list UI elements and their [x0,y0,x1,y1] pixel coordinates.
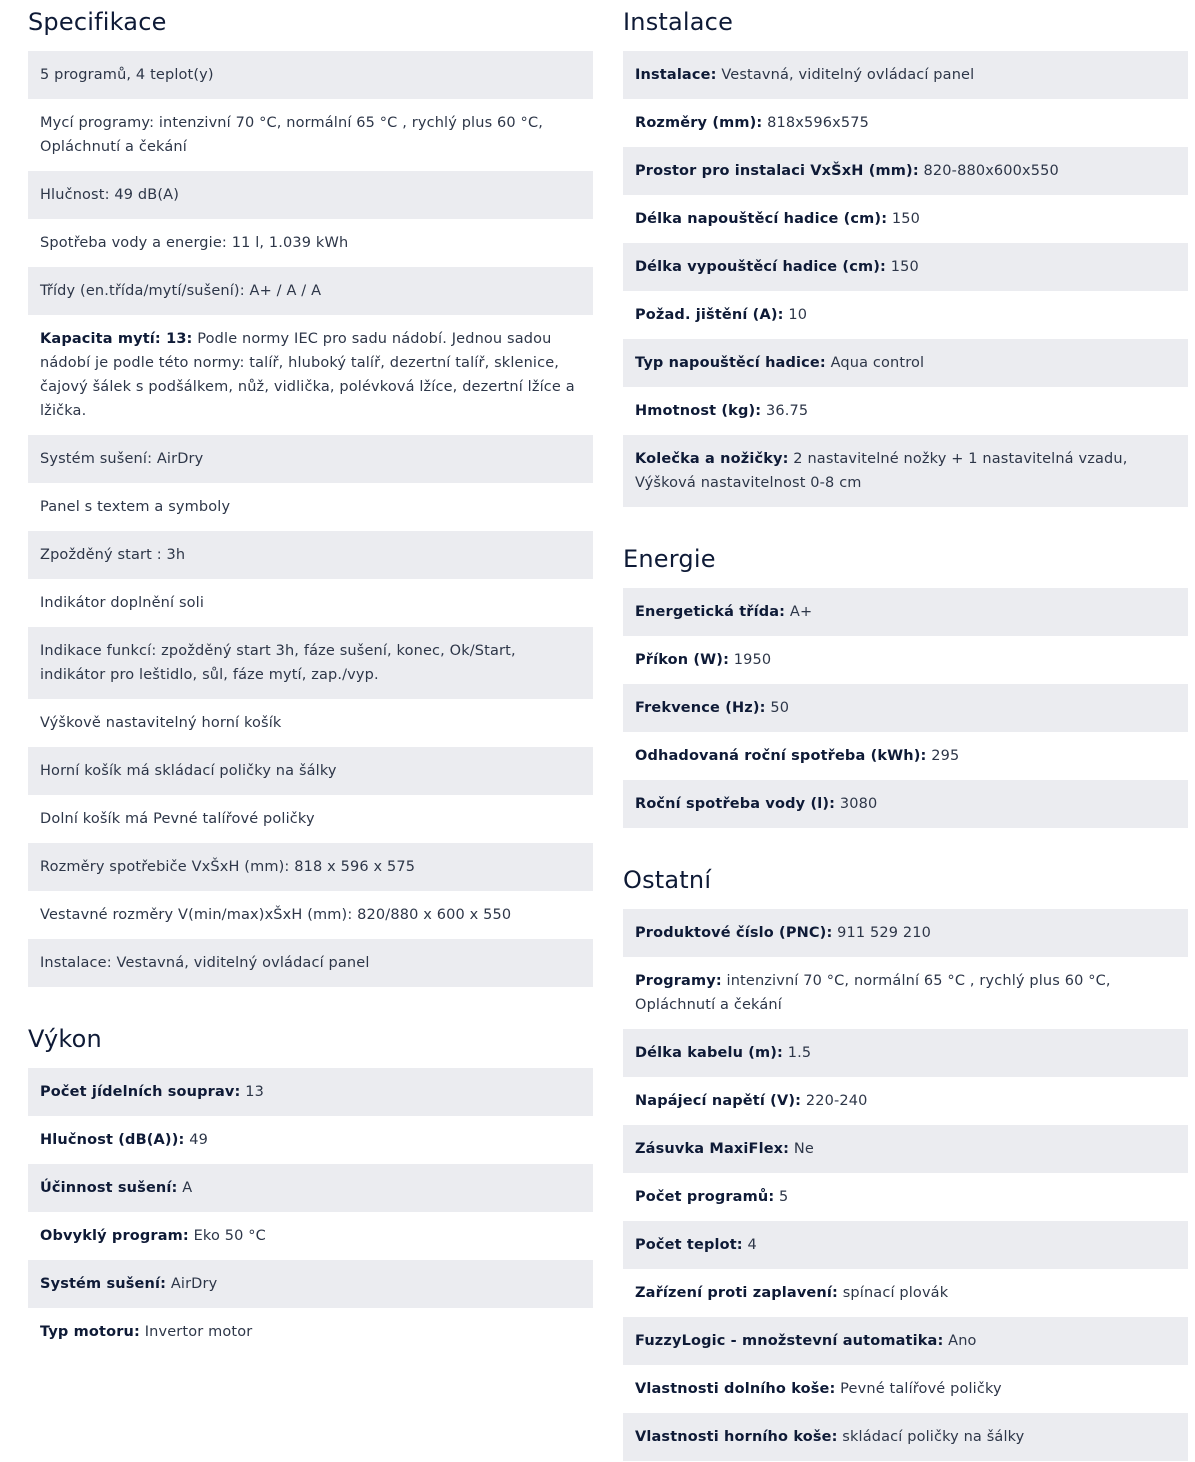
spec-row [623,684,1188,732]
spec-value: 2 nastavitelné nožky + 1 nastavitelná vzadu, Výšková nastavitelnost 0-8 cm [635,451,1128,491]
spec-row [28,699,593,747]
spec-row [28,627,593,699]
spec-row [623,1221,1188,1269]
spec-label: Zásuvka MaxiFlex: [635,1141,790,1157]
spec-row [28,1116,593,1164]
spec-value: Ne [789,1141,814,1157]
spec-label: Odhadovaná roční spotřeba (kWh): [635,748,927,764]
spec-value: Spotřeba vody a energie: 11 l, 1.039 kWh [40,235,349,251]
spec-value: Invertor motor [139,1324,253,1340]
spec-label: Účinnost sušení: [40,1180,178,1196]
spec-row [28,99,593,171]
spec-row [28,1068,593,1116]
spec-value: Vestavné rozměry V(min/max)xŠxH (mm): 820/880 x 600 x 550 [40,907,512,923]
section-title-energie: Energie [623,545,716,573]
spec-row [623,435,1188,507]
spec-row [623,909,1188,957]
spec-row [28,747,593,795]
left-column [28,0,593,1356]
spec-row [623,732,1188,780]
spec-list-specifikace [28,51,593,987]
spec-label: Příkon (W): [635,652,730,668]
spec-value: Mycí programy: intenzivní 70 °C, normální 65 °C , rychlý plus 60 °C, Opláchnutí a čekání [40,115,543,155]
spec-label: Typ motoru: [40,1324,140,1340]
spec-row [28,891,593,939]
spec-label: Produktové číslo (PNC): [635,925,833,941]
section-title-ostatni: Ostatní [623,866,712,894]
spec-label: Hmotnost (kg): [635,403,762,419]
spec-value: 4 [742,1237,757,1253]
spec-label: Roční spotřeba vody (l): [635,796,836,812]
spec-value: 3080 [835,796,878,812]
spec-label: Počet jídelních souprav: [40,1084,241,1100]
spec-row [28,1212,593,1260]
spec-value: Systém sušení: AirDry [40,451,204,467]
spec-row [623,588,1188,636]
spec-row [623,1173,1188,1221]
spec-value: 911 529 210 [832,925,932,941]
spec-row [623,387,1188,435]
spec-value: Podle normy IEC pro sadu nádobí. Jednou sadou nádobí je podle této normy: talíř, hluboký talíř, dezertní talíř, sklenice, čajový šálek s podšálkem, nůž, vidlička, polévková lžíce, dezertní lžíce a lžička. [40,331,575,419]
spec-list-vykon [28,1068,593,1356]
spec-label: Délka napouštěcí hadice (cm): [635,211,888,227]
spec-value: Pevné talířové poličky [835,1381,1002,1397]
spec-value: Eko 50 °C [188,1228,266,1244]
spec-list-ostatni [623,909,1188,1461]
spec-label: Kapacita mytí: 13: [40,331,193,347]
spec-label: Typ napouštěcí hadice: [635,355,826,371]
spec-row [623,1413,1188,1461]
spec-row [28,51,593,99]
spec-label: Délka vypouštěcí hadice (cm): [635,259,886,275]
spec-value: Zpožděný start : 3h [40,547,186,563]
spec-label: Energetická třída: [635,604,786,620]
spec-row [28,795,593,843]
spec-label: Prostor pro instalaci VxŠxH (mm): [635,163,919,179]
spec-value: Hlučnost: 49 dB(A) [40,187,180,203]
spec-value: 50 [765,700,790,716]
spec-value: 13 [240,1084,264,1100]
spec-row [28,579,593,627]
spec-row [28,1308,593,1356]
spec-value: 10 [783,307,808,323]
spec-label: Kolečka a nožičky: [635,451,789,467]
spec-value: Dolní košík má Pevné talířové poličky [40,811,315,827]
spec-value: 220-240 [801,1093,868,1109]
spec-row [28,939,593,987]
spec-label: Zařízení proti zaplavení: [635,1285,838,1301]
spec-value: Ano [943,1333,977,1349]
spec-row [28,435,593,483]
spec-label: Počet programů: [635,1189,775,1205]
spec-value: 49 [184,1132,208,1148]
section-title-instalace: Instalace [623,8,734,36]
spec-value: 820-880x600x550 [918,163,1059,179]
spec-label: Počet teplot: [635,1237,743,1253]
spec-row [28,315,593,435]
spec-row [28,1260,593,1308]
spec-row [623,1317,1188,1365]
spec-label: Rozměry (mm): [635,115,763,131]
spec-row [28,531,593,579]
spec-value: Horní košík má skládací poličky na šálky [40,763,337,779]
spec-value: 36.75 [761,403,809,419]
spec-label: Požad. jištění (A): [635,307,784,323]
spec-value: spínací plovák [837,1285,949,1301]
spec-label: Obvyklý program: [40,1228,189,1244]
spec-value: A [177,1180,193,1196]
spec-value: AirDry [166,1276,218,1292]
section-title-vykon: Výkon [28,1025,102,1053]
spec-row [28,1164,593,1212]
spec-label: Programy: [635,973,722,989]
spec-row [623,243,1188,291]
spec-value: 5 [774,1189,789,1205]
spec-list-instalace [623,51,1188,507]
spec-row [623,195,1188,243]
spec-row [623,1269,1188,1317]
spec-label: Vlastnosti horního koše: [635,1429,838,1445]
spec-row [623,1365,1188,1413]
spec-row [623,1077,1188,1125]
spec-label: Délka kabelu (m): [635,1045,784,1061]
spec-row [28,483,593,531]
spec-label: Systém sušení: [40,1276,167,1292]
spec-label: Instalace: [635,67,717,83]
spec-row [28,219,593,267]
spec-row [623,51,1188,99]
spec-value: 5 programů, 4 teplot(y) [40,67,214,83]
spec-row [28,171,593,219]
spec-row [623,291,1188,339]
spec-value: Indikace funkcí: zpožděný start 3h, fáze sušení, konec, Ok/Start, indikátor pro leštidlo, sůl, fáze mytí, zap./vyp. [40,643,516,683]
spec-label: Frekvence (Hz): [635,700,766,716]
spec-value: Panel s textem a symboly [40,499,231,515]
spec-value: Instalace: Vestavná, viditelný ovládací panel [40,955,370,971]
spec-value: 295 [926,748,960,764]
spec-label: FuzzyLogic - množstevní automatika: [635,1333,944,1349]
spec-row [623,636,1188,684]
section-title-specifikace: Specifikace [28,8,167,36]
spec-value: Vestavná, viditelný ovládací panel [716,67,975,83]
spec-value: intenzivní 70 °C, normální 65 °C , rychlý plus 60 °C, Opláchnutí a čekání [635,973,1111,1013]
spec-value: 1950 [729,652,772,668]
spec-row [623,780,1188,828]
spec-row [623,1125,1188,1173]
spec-row [623,147,1188,195]
spec-value: Aqua control [825,355,925,371]
spec-value: Výškově nastavitelný horní košík [40,715,282,731]
spec-value: Třídy (en.třída/mytí/sušení): A+ / A / A [40,283,322,299]
spec-value: Rozměry spotřebiče VxŠxH (mm): 818 x 596 x 575 [40,859,416,875]
spec-label: Napájecí napětí (V): [635,1093,802,1109]
spec-row [28,843,593,891]
spec-label: Hlučnost (dB(A)): [40,1132,185,1148]
right-column [623,0,1188,1461]
spec-value: skládací poličky na šálky [837,1429,1025,1445]
spec-value: 150 [887,211,921,227]
spec-row [623,957,1188,1029]
spec-row [623,339,1188,387]
spec-row [623,99,1188,147]
spec-list-energie [623,588,1188,828]
spec-value: 150 [885,259,919,275]
spec-value: Indikátor doplnění soli [40,595,205,611]
spec-label: Vlastnosti dolního koše: [635,1381,836,1397]
spec-row [623,1029,1188,1077]
spec-row [28,267,593,315]
spec-value: 818x596x575 [762,115,869,131]
spec-value: 1.5 [783,1045,812,1061]
spec-value: A+ [785,604,813,620]
